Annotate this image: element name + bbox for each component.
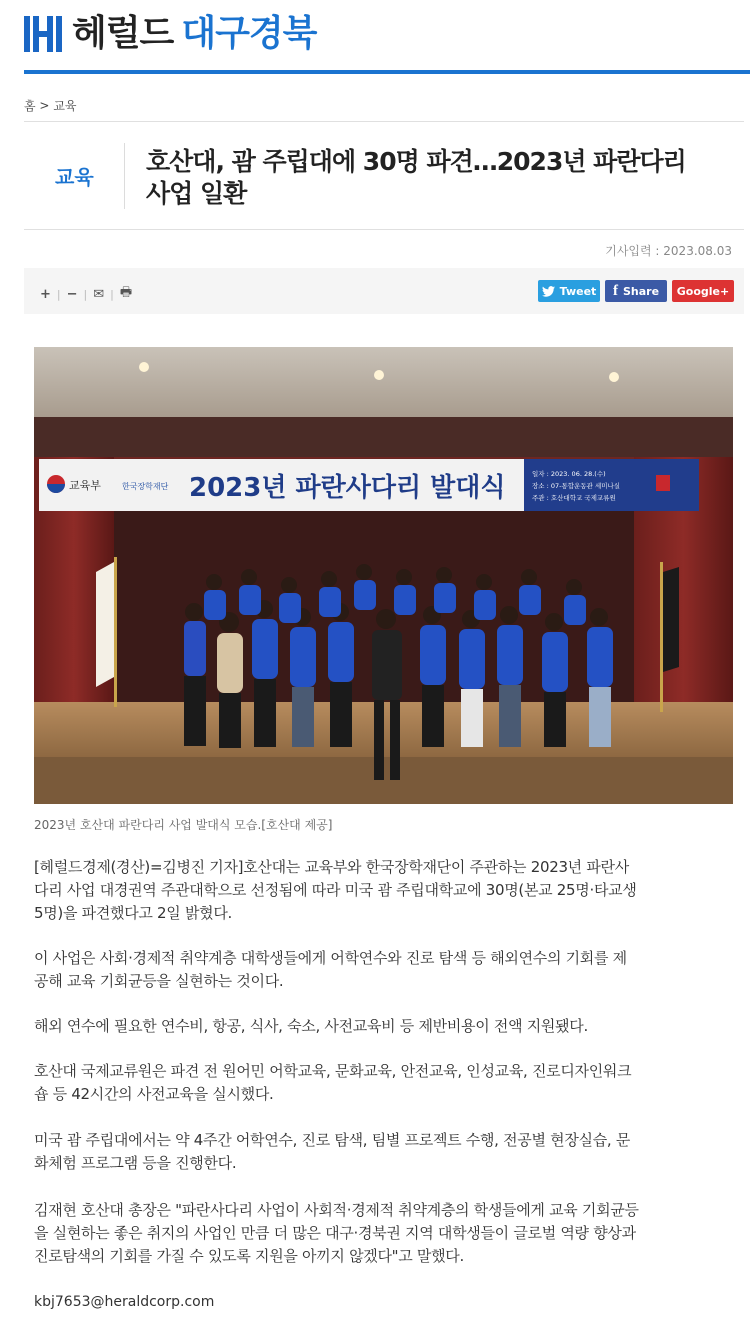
print-icon[interactable]: 🖶 bbox=[119, 285, 133, 300]
divider bbox=[24, 229, 744, 230]
tool-separator: | bbox=[110, 287, 114, 301]
article-toolbar bbox=[24, 268, 744, 314]
breadcrumb-section[interactable]: 교육 bbox=[53, 99, 77, 113]
article-paragraph bbox=[34, 1129, 734, 1175]
title-separator bbox=[124, 143, 125, 209]
article-date: 기사입력 : 2023.08.03 bbox=[605, 244, 732, 258]
facebook-share-label: Share bbox=[622, 284, 660, 298]
divider bbox=[24, 121, 744, 122]
paragraph-line: 호산대 국제교류원은 파견 전 원어민 어학교육, 문화교육, 안전교육, 인성교육, 진로디자인워크 bbox=[34, 1062, 632, 1080]
font-increase-button[interactable]: + bbox=[40, 286, 51, 302]
photo-illustration bbox=[34, 347, 733, 804]
paragraph-line: 숍 등 42시간의 사전교육을 실시했다. bbox=[34, 1085, 274, 1103]
paragraph-line: 김재현 호산대 총장은 "파란사다리 사업이 사회적·경제적 취약계층의 학생들에게 교육 기회균등 bbox=[34, 1201, 639, 1219]
paragraph-line: 다리 사업 대경권역 주관대학으로 선정됨에 따라 미국 괌 주립대학교에 30명(본교 25명·타교생 bbox=[34, 881, 637, 899]
section-label[interactable]: 교육 bbox=[55, 165, 94, 189]
tweet-label: Tweet bbox=[559, 284, 597, 298]
paragraph-line: 이 사업은 사회·경제적 취약계층 대학생들에게 어학연수와 진로 탐색 등 해외연수의 기회를 제 bbox=[34, 949, 627, 967]
banner-org2: 한국장학재단 bbox=[122, 482, 169, 491]
paragraph-line: 화체험 프로그램 등을 진행한다. bbox=[34, 1154, 237, 1172]
paragraph-line: 해외 연수에 필요한 연수비, 항공, 식사, 숙소, 사전교육비 등 제반비용이 전액 지원됐다. bbox=[34, 1017, 588, 1035]
logo-mark-icon bbox=[24, 16, 62, 52]
tool-group bbox=[40, 283, 132, 305]
article-paragraph bbox=[34, 1015, 734, 1038]
banner-info-place: 장소 : 07-통합운동관 세미나실 bbox=[532, 482, 621, 490]
tool-separator: | bbox=[83, 287, 88, 301]
reporter-email[interactable]: kbj7653@heraldcorp.com bbox=[34, 1294, 215, 1310]
site-logo[interactable] bbox=[24, 14, 316, 54]
logo-text-herald: 헤럴드 bbox=[72, 13, 174, 54]
article-title-line2: 사업 일환 bbox=[146, 179, 247, 208]
twitter-icon bbox=[542, 286, 555, 297]
paragraph-line: 진로탐색의 기회를 가질 수 있도록 지원을 아끼지 않겠다"고 말했다. bbox=[34, 1247, 464, 1265]
paragraph-line: 공해 교육 기회균등을 실현하는 것이다. bbox=[34, 972, 284, 990]
tool-separator: | bbox=[56, 287, 61, 301]
article-paragraph bbox=[34, 947, 734, 993]
banner-info-date: 일자 : 2023. 06. 28.(수) bbox=[532, 470, 606, 478]
tweet-button[interactable] bbox=[538, 280, 600, 302]
article-title bbox=[146, 146, 726, 210]
paragraph-line: 을 실현하는 좋은 취지의 사업인 만큼 더 많은 대구·경북권 지역 대학생들이 글로벌 역량 향상과 bbox=[34, 1224, 636, 1242]
paragraph-line: [헤럴드경제(경산)=김병진 기자]호산대는 교육부와 한국장학재단이 주관하는 2023년 파란사 bbox=[34, 858, 629, 876]
breadcrumb bbox=[24, 97, 77, 114]
article-photo bbox=[34, 347, 733, 804]
article-paragraph bbox=[34, 1199, 734, 1268]
header-divider bbox=[24, 70, 750, 74]
google-plus-label: Google+ bbox=[676, 284, 730, 298]
paragraph-line: 미국 괌 주립대에서는 약 4주간 어학연수, 진로 탐색, 팀별 프로젝트 수행, 전공별 현장실습, 문 bbox=[34, 1131, 631, 1149]
facebook-share-button[interactable] bbox=[605, 280, 667, 302]
article-paragraph bbox=[34, 1060, 734, 1106]
google-plus-button[interactable] bbox=[672, 280, 734, 302]
photo-caption: 2023년 호산대 파란다리 사업 발대식 모습.[호산대 제공] bbox=[34, 818, 333, 832]
breadcrumb-separator: > bbox=[39, 98, 50, 113]
logo-text bbox=[72, 14, 316, 54]
banner-org1: 교육부 bbox=[69, 479, 101, 492]
article-paragraph bbox=[34, 856, 734, 925]
font-decrease-button[interactable]: − bbox=[66, 286, 78, 302]
facebook-icon: f bbox=[612, 282, 618, 299]
banner-title: 2023년 파란사다리 발대식 bbox=[189, 473, 506, 503]
email-icon[interactable]: ✉ bbox=[93, 286, 105, 302]
paragraph-line: 5명)을 파견했다고 2일 밝혔다. bbox=[34, 904, 233, 922]
breadcrumb-home[interactable]: 홈 bbox=[24, 99, 36, 113]
banner-info-host: 주관 : 호산대학교 국제교류원 bbox=[532, 494, 616, 502]
logo-text-region: 대구경북 bbox=[181, 13, 317, 54]
article-title-line1: 호산대, 괌 주립대에 30명 파견…2023년 파란다리 bbox=[146, 147, 686, 176]
